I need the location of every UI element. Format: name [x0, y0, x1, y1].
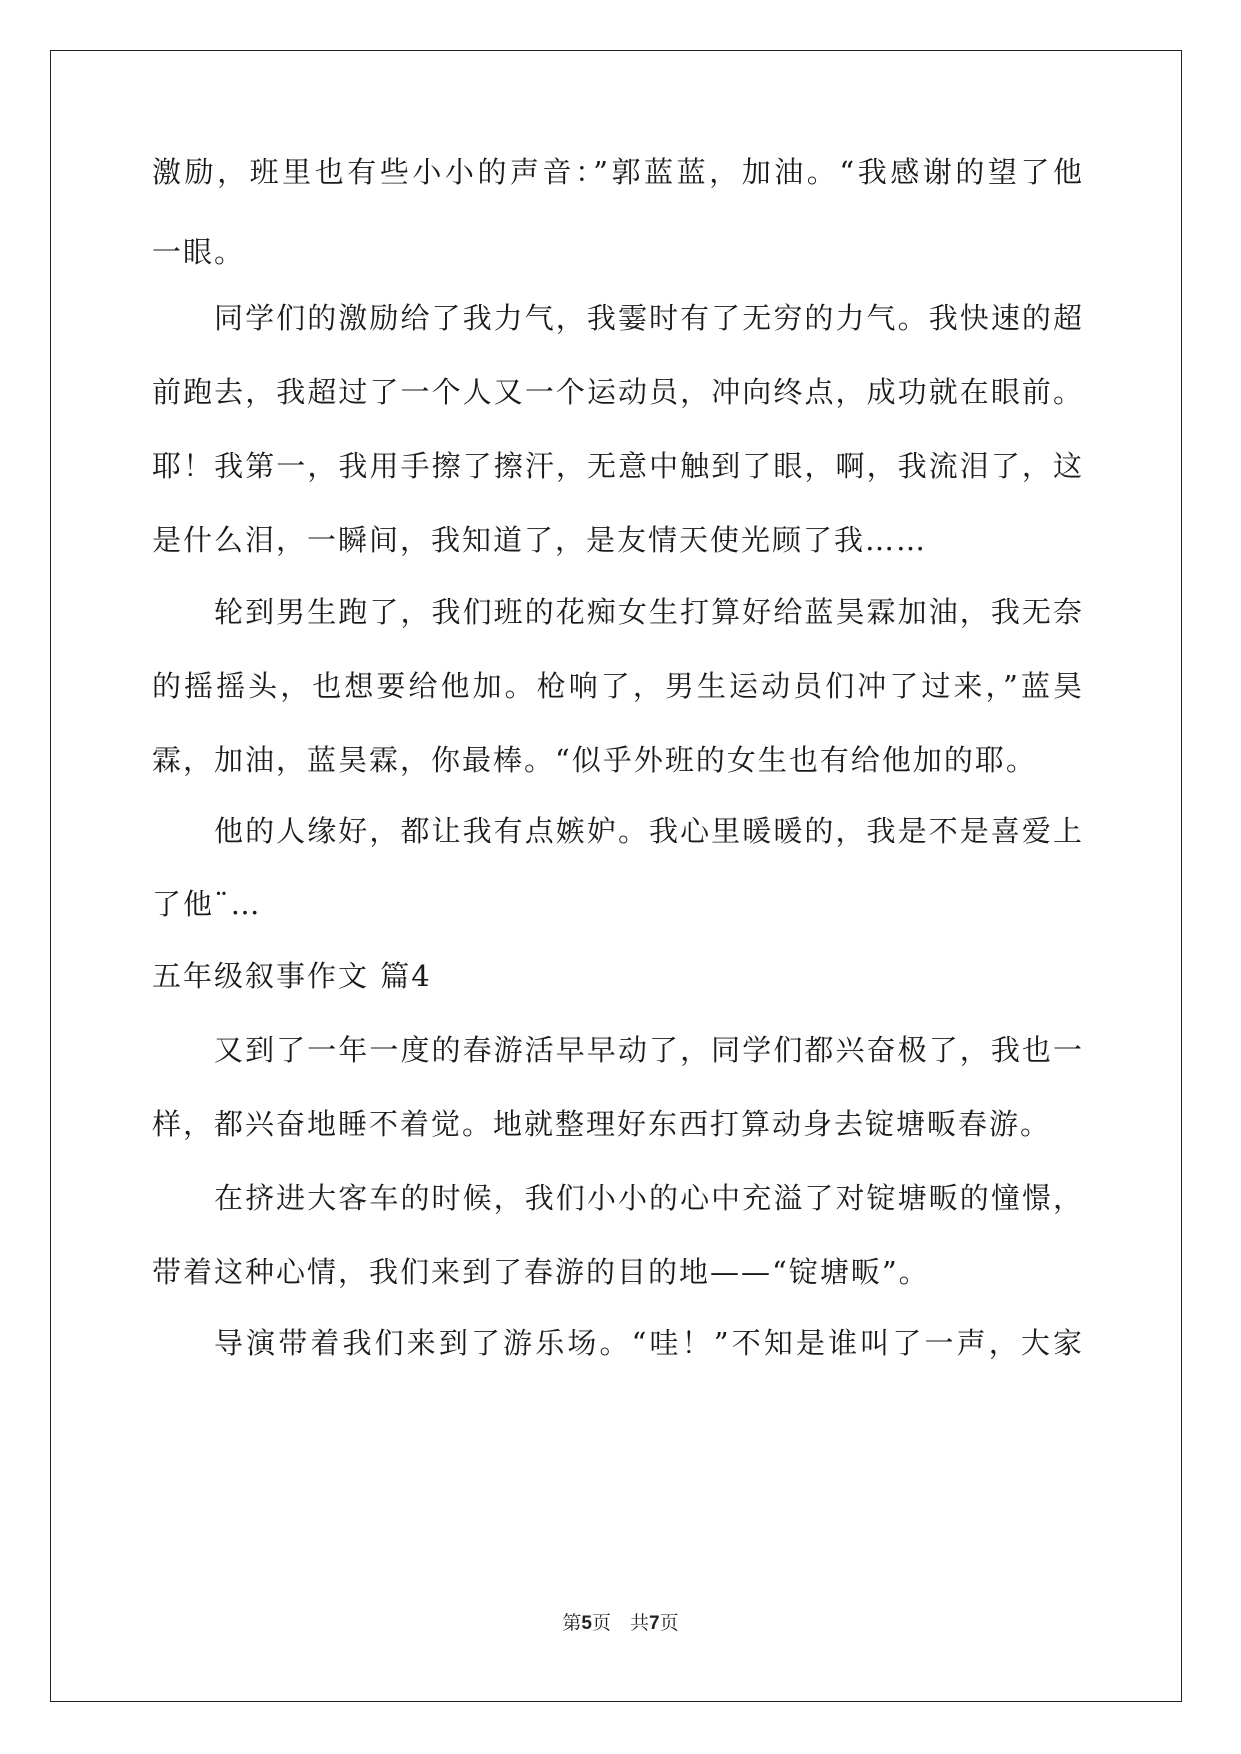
page-footer	[0, 1611, 1241, 1636]
text-line: 是什么泪，一瞬间，我知道了，是友情天使光顾了我……	[152, 523, 928, 557]
text-line: 耶！我第一，我用手擦了擦汗，无意中触到了眼，啊，我流泪了，这	[152, 449, 1082, 483]
footer-total-pages: 7	[649, 1613, 660, 1634]
text-line: 样，都兴奋地睡不着觉。地就整理好东西打算动身去锭塘畈春游。	[152, 1107, 1052, 1141]
footer-suffix: 页	[659, 1612, 679, 1634]
text-line: 同学们的激励给了我力气，我霎时有了无穷的力气。我快速的超	[214, 301, 1082, 335]
text-line: 的摇摇头，也想要给他加。枪响了，男生运动员们冲了过来，”蓝昊	[152, 669, 1082, 703]
footer-page-number: 5	[581, 1613, 592, 1634]
text-line: 他的人缘好，都让我有点嫉妒。我心里暖暖的，我是不是喜爱上	[214, 814, 1082, 848]
text-line: 又到了一年一度的春游活早早动了，同学们都兴奋极了，我也一	[214, 1033, 1082, 1067]
text-line: 在挤进大客车的时候，我们小小的心中充溢了对锭塘畈的憧憬，	[214, 1181, 1082, 1215]
text-line: 轮到男生跑了，我们班的花痴女生打算好给蓝昊霖加油，我无奈	[214, 595, 1082, 629]
section-heading: 五年级叙事作文 篇4	[152, 959, 432, 993]
text-line: 导演带着我们来到了游乐场。“哇！”不知是谁叫了一声，大家	[214, 1326, 1082, 1360]
text-line: 了他¨…	[152, 887, 262, 921]
footer-mid: 页 共	[591, 1612, 649, 1634]
text-line: 前跑去，我超过了一个人又一个运动员，冲向终点，成功就在眼前。	[152, 375, 1082, 409]
text-line: 带着这种心情，我们来到了春游的目的地——“锭塘畈”。	[152, 1255, 930, 1289]
text-line: 激励，班里也有些小小的声音：”郭蓝蓝，加油。“我感谢的望了他	[152, 155, 1082, 189]
text-line: 一眼。	[152, 235, 246, 269]
footer-prefix: 第	[562, 1612, 582, 1634]
text-line: 霖，加油，蓝昊霖，你最棒。“似乎外班的女生也有给他加的耶。	[152, 743, 1037, 777]
